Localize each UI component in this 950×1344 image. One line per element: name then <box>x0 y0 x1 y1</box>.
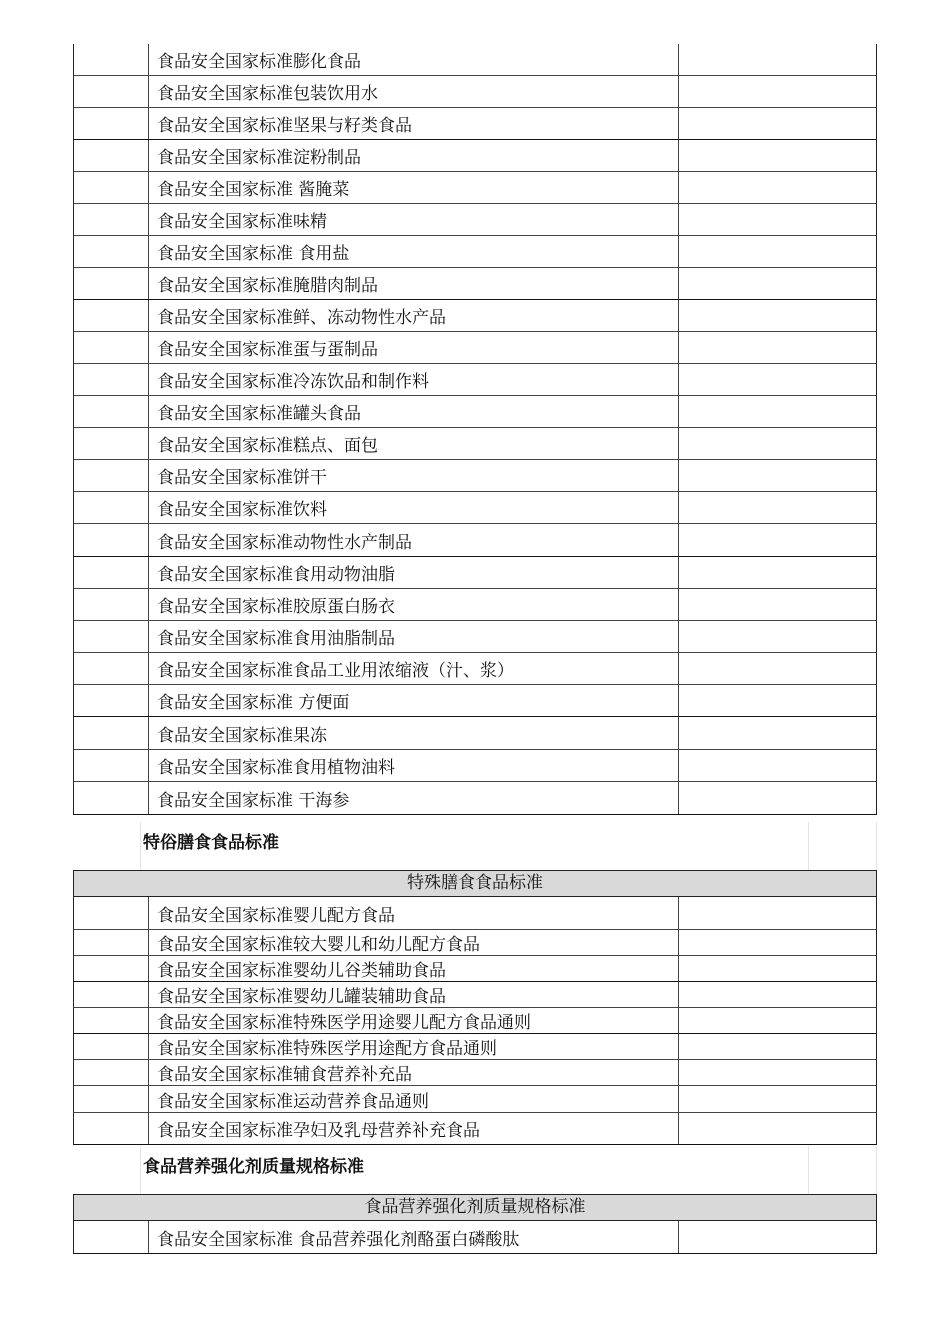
table-row <box>73 332 877 364</box>
standard-name: 食品安全国家标准 食用盐 <box>149 236 679 267</box>
standard-name: 食品安全国家标准 食品营养强化剂酪蛋白磷酸肽 <box>149 1221 679 1253</box>
standard-name: 食品安全国家标准 干海参 <box>149 782 679 814</box>
standard-name: 食品安全国家标准 方便面 <box>149 685 679 716</box>
table-row <box>73 300 877 332</box>
table-row <box>73 428 877 460</box>
table-row <box>73 782 877 815</box>
standard-name: 食品安全国家标准淀粉制品 <box>149 140 679 171</box>
standard-name: 食品安全国家标准包装饮用水 <box>149 76 679 107</box>
table-row <box>73 44 877 76</box>
standard-name: 食品安全国家标准特殊医学用途婴儿配方食品通则 <box>149 1008 679 1033</box>
table-row <box>73 396 877 428</box>
standard-name: 食品安全国家标准婴幼儿罐装辅助食品 <box>149 982 679 1007</box>
general-standards-table <box>73 44 877 815</box>
section-special-label-row <box>73 822 877 870</box>
table-row <box>73 589 877 621</box>
table-row <box>73 108 877 140</box>
table-row <box>73 1113 877 1145</box>
standard-name: 食品安全国家标准食用油脂制品 <box>149 621 679 652</box>
table-row <box>73 140 877 172</box>
table-row <box>73 930 877 956</box>
standard-name: 食品安全国家标准鲜、冻动物性水产品 <box>149 300 679 331</box>
standard-name: 食品安全国家标准婴幼儿谷类辅助食品 <box>149 956 679 981</box>
standard-name: 食品安全国家标准运动营养食品通则 <box>149 1086 679 1112</box>
standard-name: 食品安全国家标准较大婴儿和幼儿配方食品 <box>149 930 679 955</box>
standard-name: 食品安全国家标准孕妇及乳母营养补充食品 <box>149 1113 679 1144</box>
standard-name: 食品安全国家标准腌腊肉制品 <box>149 268 679 299</box>
standard-name: 食品安全国家标准 酱腌菜 <box>149 172 679 203</box>
standard-name: 食品安全国家标准特殊医学用途配方食品通则 <box>149 1034 679 1059</box>
table-row <box>73 1008 877 1034</box>
standard-name: 食品安全国家标准罐头食品 <box>149 396 679 427</box>
table-row <box>73 750 877 782</box>
standard-name: 食品安全国家标准辅食营养补充品 <box>149 1060 679 1085</box>
standard-name: 食品安全国家标准坚果与籽类食品 <box>149 108 679 139</box>
standard-name: 食品安全国家标准饼干 <box>149 460 679 491</box>
table-row <box>73 268 877 300</box>
standard-name: 食品安全国家标准果冻 <box>149 717 679 749</box>
table-row <box>73 897 877 930</box>
table-row <box>73 1034 877 1060</box>
table-row <box>73 1060 877 1086</box>
standard-name: 食品安全国家标准冷冻饮品和制作料 <box>149 364 679 395</box>
standard-name: 食品安全国家标准动物性水产制品 <box>149 524 679 556</box>
table-row <box>73 1221 877 1254</box>
section-fortifier-label: 食品营养强化剂质量规格标准 <box>143 1157 364 1177</box>
table-row <box>73 76 877 108</box>
table-row <box>73 557 877 589</box>
standard-name: 食品安全国家标准饮料 <box>149 492 679 523</box>
table-row <box>73 460 877 492</box>
standard-name: 食品安全国家标准膨化食品 <box>149 44 679 75</box>
standard-name: 食品安全国家标准婴儿配方食品 <box>149 897 679 929</box>
standard-name: 食品安全国家标准糕点、面包 <box>149 428 679 459</box>
table-row <box>73 653 877 685</box>
table-row <box>73 982 877 1008</box>
standard-name: 食品安全国家标准食用动物油脂 <box>149 557 679 588</box>
fortifier-standards-table <box>73 1221 877 1254</box>
section-special-label: 特俗膳食食品标准 <box>143 833 279 853</box>
table-row <box>73 685 877 717</box>
table-row <box>73 204 877 236</box>
standard-name: 食品安全国家标准味精 <box>149 204 679 235</box>
table-row <box>73 364 877 396</box>
table-row <box>73 956 877 982</box>
table-row <box>73 172 877 204</box>
table-row <box>73 492 877 524</box>
standard-name: 食品安全国家标准食用植物油料 <box>149 750 679 781</box>
table-row <box>73 1086 877 1113</box>
table-row <box>73 621 877 653</box>
special-standards-table <box>73 897 877 1145</box>
section-special-header: 特殊膳食食品标准 <box>73 870 877 897</box>
standard-name: 食品安全国家标准蛋与蛋制品 <box>149 332 679 363</box>
table-row <box>73 524 877 557</box>
table-row <box>73 717 877 750</box>
section-fortifier-label-row <box>73 1146 877 1194</box>
table-row <box>73 236 877 268</box>
standard-name: 食品安全国家标准食品工业用浓缩液（汁、浆） <box>149 653 679 684</box>
section-fortifier-header: 食品营养强化剂质量规格标准 <box>73 1194 877 1221</box>
standard-name: 食品安全国家标准胶原蛋白肠衣 <box>149 589 679 620</box>
